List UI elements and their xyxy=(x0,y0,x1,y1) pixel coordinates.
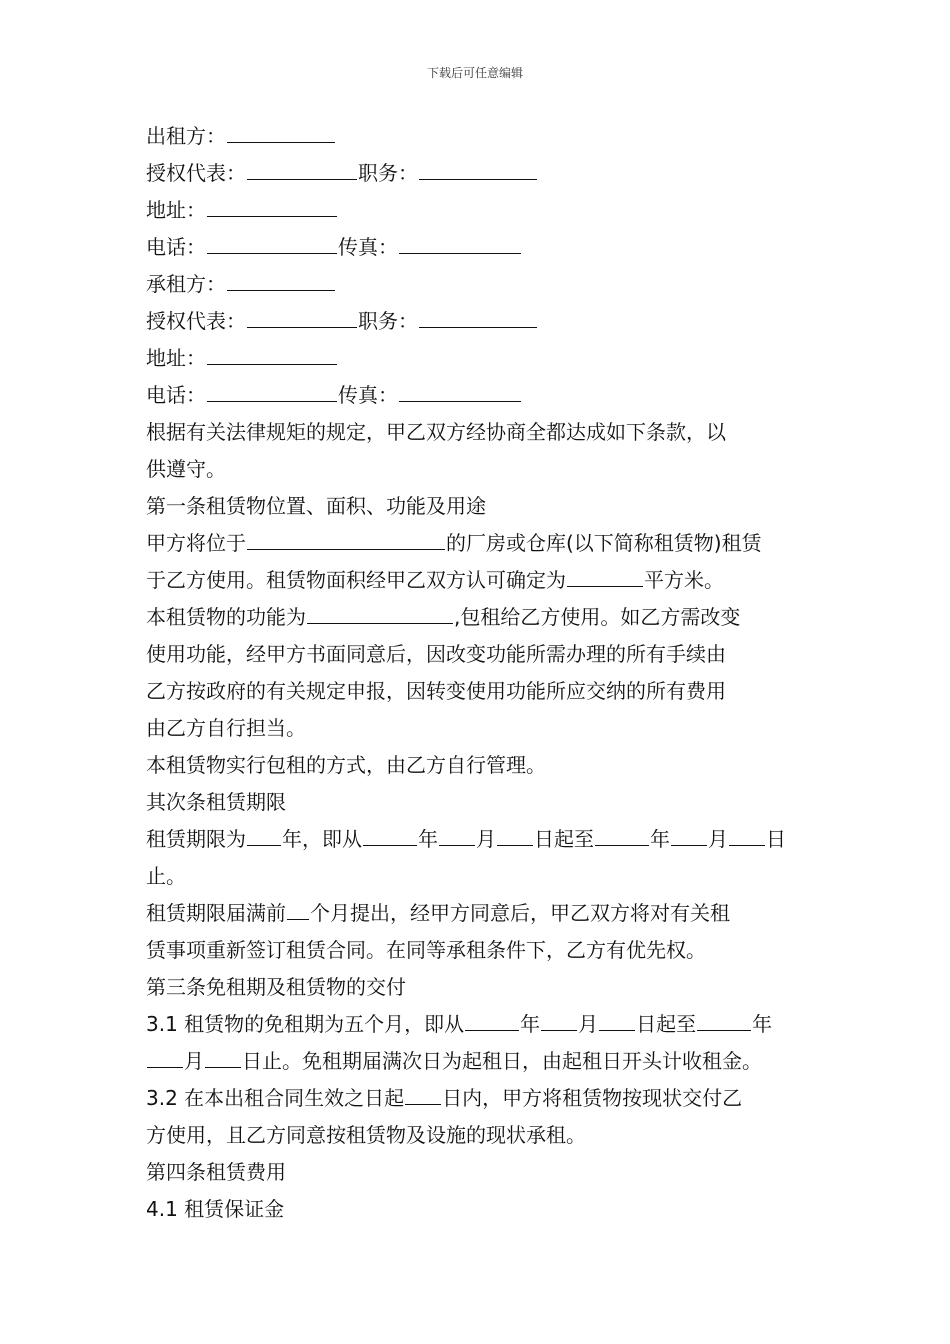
text-segment: 承租方： xyxy=(146,272,226,296)
fill-in-blank xyxy=(729,823,765,846)
text-line xyxy=(146,155,818,192)
fill-in-blank xyxy=(419,305,537,328)
text-segment: 授权代表： xyxy=(146,161,246,185)
text-segment: 月 xyxy=(708,827,728,851)
fill-in-blank xyxy=(363,823,417,846)
text-line xyxy=(146,932,818,969)
fill-in-blank xyxy=(227,268,335,291)
contract-body xyxy=(146,118,818,1228)
text-line xyxy=(146,1154,818,1191)
text-segment: 地址： xyxy=(146,346,206,370)
text-segment: 供遵守。 xyxy=(146,457,226,481)
fill-in-blank xyxy=(247,823,281,846)
text-segment: 4.1 租赁保证金 xyxy=(146,1197,285,1221)
text-line xyxy=(146,1006,818,1043)
text-segment: 乙方按政府的有关规定申报，因转变使用功能所应交纳的所有费用 xyxy=(146,679,726,703)
text-segment: 月 xyxy=(184,1049,204,1073)
text-segment: 本租赁物实行包租的方式，由乙方自行管理。 xyxy=(146,753,546,777)
fill-in-blank xyxy=(399,231,521,254)
fill-in-blank xyxy=(207,379,337,402)
fill-in-blank xyxy=(465,1008,519,1031)
text-line xyxy=(146,118,818,155)
text-segment: 的厂房或仓库(以下简称租赁物)租赁 xyxy=(446,531,762,555)
fill-in-blank xyxy=(595,823,649,846)
text-segment: 授权代表： xyxy=(146,309,246,333)
fill-in-blank xyxy=(541,1008,577,1031)
text-segment: 日起至 xyxy=(636,1012,697,1036)
text-line xyxy=(146,1191,818,1228)
text-segment: 赁事项重新签订租赁合同。在同等承租条件下，乙方有优先权。 xyxy=(146,938,706,962)
page-header-note: 下载后可任意编辑 xyxy=(426,66,523,80)
text-segment: ,包租给乙方使用。如乙方需改变 xyxy=(454,605,741,629)
fill-in-blank xyxy=(399,379,521,402)
text-segment: 年 xyxy=(520,1012,541,1036)
fill-in-blank xyxy=(307,601,453,624)
text-segment: 使用功能，经甲方书面同意后，因改变功能所需办理的所有手续由 xyxy=(146,642,726,666)
fill-in-blank xyxy=(671,823,707,846)
text-segment: 地址： xyxy=(146,198,206,222)
text-segment: 第三条免租期及租赁物的交付 xyxy=(146,975,406,999)
text-segment: 职务： xyxy=(358,161,418,185)
fill-in-blank xyxy=(205,1045,241,1068)
fill-in-blank xyxy=(697,1008,751,1031)
text-segment: 止。 xyxy=(146,864,186,888)
text-segment: 本租赁物的功能为 xyxy=(146,605,306,629)
text-segment: 年 xyxy=(418,827,438,851)
text-segment: 职务： xyxy=(358,309,418,333)
text-line xyxy=(146,1043,818,1080)
text-segment: 年 xyxy=(752,1012,773,1036)
fill-in-blank xyxy=(247,305,357,328)
text-segment: 根据有关法律规矩的规定，甲乙双方经协商全都达成如下条款，以 xyxy=(146,420,726,444)
fill-in-blank xyxy=(207,194,337,217)
fill-in-blank xyxy=(147,1045,183,1068)
text-line xyxy=(146,377,818,414)
text-segment: 电话： xyxy=(146,383,206,407)
text-segment: 租赁期限届满前 xyxy=(146,901,286,925)
fill-in-blank xyxy=(287,897,309,920)
text-segment: 甲方将位于 xyxy=(146,531,246,555)
fill-in-blank xyxy=(247,157,357,180)
text-segment: 租赁期限为 xyxy=(146,827,246,851)
text-segment: 电话： xyxy=(146,235,206,259)
text-line xyxy=(146,1080,818,1117)
text-segment: 于乙方使用。租赁物面积经甲乙双方认可确定为 xyxy=(146,568,566,592)
text-segment: 日止。免租期届满次日为起租日，由起租日开头计收租金。 xyxy=(242,1049,762,1073)
fill-in-blank xyxy=(227,120,335,143)
text-segment: 3.2 在本出租合同生效之日起 xyxy=(146,1086,405,1110)
fill-in-blank xyxy=(599,1008,635,1031)
text-line xyxy=(146,488,818,525)
text-segment: 传真： xyxy=(338,235,398,259)
text-segment: 月 xyxy=(476,827,496,851)
text-line xyxy=(146,747,818,784)
text-segment: 第一条租赁物位置、面积、功能及用途 xyxy=(146,494,486,518)
text-segment: 年，即从 xyxy=(282,827,362,851)
fill-in-blank xyxy=(567,564,643,587)
text-segment: 平方米。 xyxy=(644,568,724,592)
text-line xyxy=(146,710,818,747)
text-segment: 日 xyxy=(766,827,786,851)
fill-in-blank xyxy=(439,823,475,846)
text-line xyxy=(146,266,818,303)
text-line xyxy=(146,525,818,562)
fill-in-blank xyxy=(497,823,533,846)
text-line xyxy=(146,192,818,229)
fill-in-blank xyxy=(207,342,337,365)
text-segment: 个月提出，经甲方同意后，甲乙双方将对有关租 xyxy=(310,901,730,925)
text-line xyxy=(146,969,818,1006)
text-segment: 日起至 xyxy=(534,827,594,851)
text-line xyxy=(146,784,818,821)
text-line xyxy=(146,229,818,266)
fill-in-blank xyxy=(405,1082,441,1105)
text-line xyxy=(146,599,818,636)
text-segment: 第四条租赁费用 xyxy=(146,1160,286,1184)
text-segment: 由乙方自行担当。 xyxy=(146,716,306,740)
text-line xyxy=(146,1117,818,1154)
fill-in-blank xyxy=(247,527,445,550)
text-line xyxy=(146,821,818,858)
text-line xyxy=(146,673,818,710)
text-segment: 3.1 租赁物的免租期为五个月，即从 xyxy=(146,1012,465,1036)
text-segment: 月 xyxy=(578,1012,599,1036)
text-line xyxy=(146,451,818,488)
text-segment: 日内，甲方将租赁物按现状交付乙 xyxy=(442,1086,743,1110)
text-line xyxy=(146,562,818,599)
text-segment: 出租方： xyxy=(146,124,226,148)
text-segment: 方使用，且乙方同意按租赁物及设施的现状承租。 xyxy=(146,1123,586,1147)
text-segment: 其次条租赁期限 xyxy=(146,790,286,814)
fill-in-blank xyxy=(419,157,537,180)
text-segment: 传真： xyxy=(338,383,398,407)
text-line xyxy=(146,303,818,340)
text-line xyxy=(146,414,818,451)
text-segment: 年 xyxy=(650,827,670,851)
text-line xyxy=(146,340,818,377)
fill-in-blank xyxy=(207,231,337,254)
text-line xyxy=(146,858,818,895)
text-line xyxy=(146,895,818,932)
text-line xyxy=(146,636,818,673)
